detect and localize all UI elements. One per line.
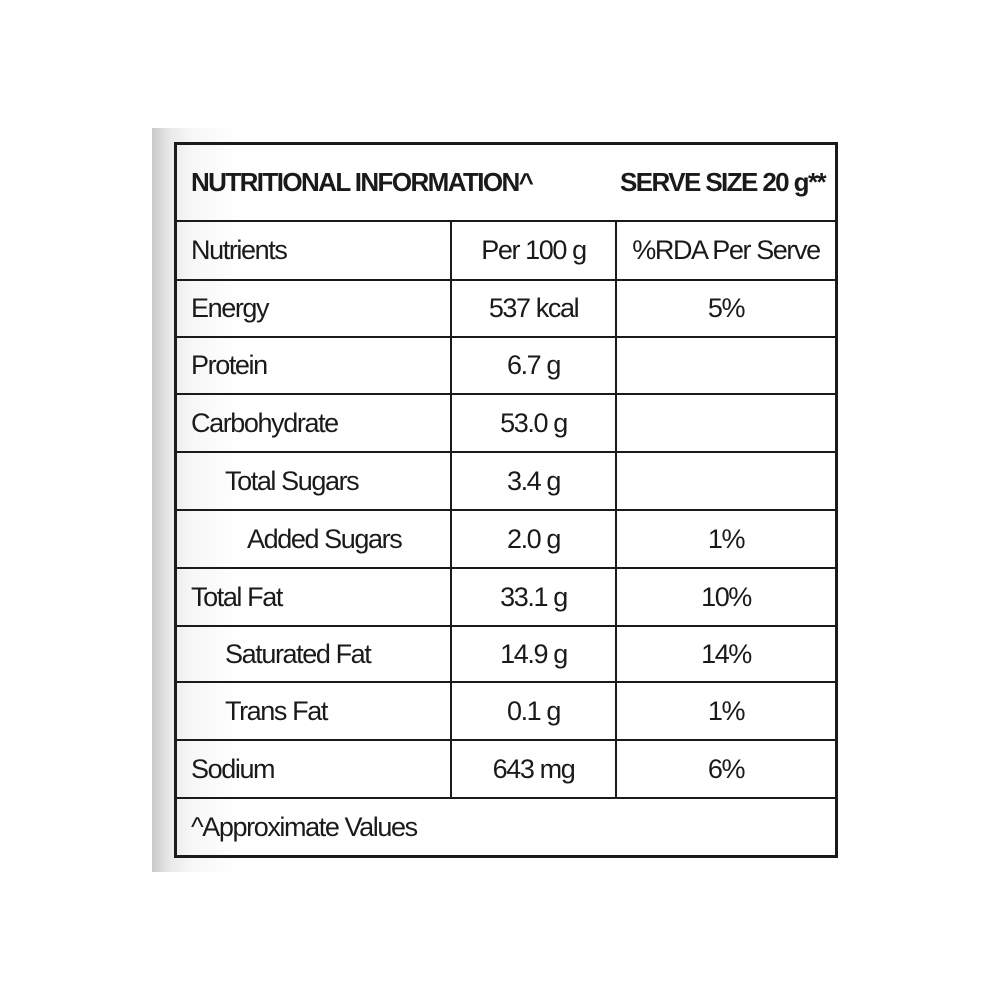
rda-value: 10%	[615, 569, 835, 625]
table-title-row	[177, 145, 835, 222]
per-100g-value: 14.9 g	[450, 627, 615, 681]
rda-value	[615, 395, 835, 451]
per-100g-value: 6.7 g	[450, 338, 615, 393]
rda-value: 1%	[615, 511, 835, 567]
per-100g-value: 33.1 g	[450, 569, 615, 625]
table-row	[177, 627, 835, 683]
per-100g-value: 2.0 g	[450, 511, 615, 567]
nutrient-name: Total Fat	[191, 581, 282, 612]
table-row	[177, 338, 835, 395]
nutrient-name: Energy	[191, 293, 269, 323]
column-header-nutrients: Nutrients	[191, 235, 287, 265]
nutrient-name: Trans Fat	[225, 695, 327, 726]
table-row	[177, 395, 835, 453]
nutrient-name: Total Sugars	[225, 465, 359, 496]
per-100g-value: 53.0 g	[450, 395, 615, 451]
table-row	[177, 569, 835, 627]
column-header-per-100g: Per 100 g	[450, 222, 615, 279]
table-row	[177, 281, 835, 338]
rda-value: 1%	[615, 683, 835, 739]
nutrition-facts-table	[174, 142, 838, 858]
serve-size: SERVE SIZE 20 g**	[620, 167, 825, 197]
rda-value: 14%	[615, 627, 835, 681]
table-row	[177, 511, 835, 569]
rda-value: 5%	[615, 281, 835, 336]
table-row	[177, 683, 835, 741]
per-100g-value: 643 mg	[450, 741, 615, 797]
nutrient-name: Protein	[191, 350, 267, 380]
rda-value	[615, 453, 835, 509]
table-row	[177, 453, 835, 511]
nutrient-name: Added Sugars	[247, 523, 402, 554]
per-100g-value: 537 kcal	[450, 281, 615, 336]
nutrient-name: Carbohydrate	[191, 407, 338, 438]
table-title: NUTRITIONAL INFORMATION^	[191, 167, 533, 197]
nutrient-name: Sodium	[191, 753, 275, 784]
rda-value	[615, 338, 835, 393]
rda-value: 6%	[615, 741, 835, 797]
per-100g-value: 3.4 g	[450, 453, 615, 509]
per-100g-value: 0.1 g	[450, 683, 615, 739]
footnote-text: ^Approximate Values	[191, 811, 417, 842]
table-header-row	[177, 222, 835, 281]
column-header-rda: %RDA Per Serve	[615, 222, 835, 279]
table-row	[177, 741, 835, 799]
nutrient-name: Saturated Fat	[225, 638, 371, 669]
footnote-row	[177, 799, 835, 855]
